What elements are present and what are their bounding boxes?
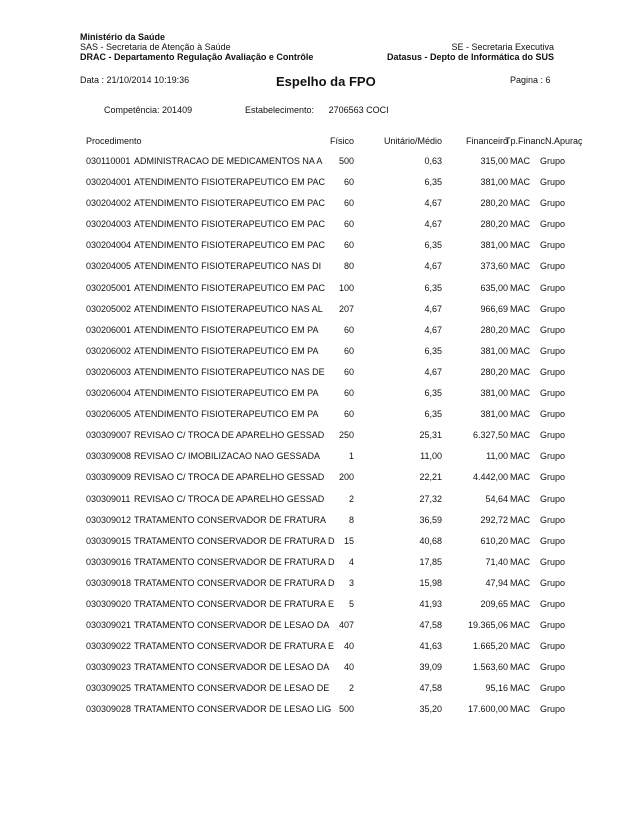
row-n-apurac: Grupo [540, 409, 566, 420]
row-financeiro: 381,00 [480, 409, 508, 420]
row-fisico: 60 [343, 198, 354, 209]
row-financeiro: 381,00 [480, 388, 508, 399]
row-fisico: 500 [338, 704, 354, 715]
row-description: ATENDIMENTO FISIOTERAPEUTICO NAS AL [134, 303, 323, 314]
row-n-apurac: Grupo [540, 240, 566, 251]
row-description: ATENDIMENTO FISIOTERAPEUTICO EM PA [134, 409, 319, 420]
row-n-apurac: Grupo [540, 641, 566, 652]
row-financeiro: 95,16 [485, 683, 508, 694]
row-fisico: 8 [348, 514, 354, 525]
row-code: 030204001 [86, 177, 132, 188]
row-unitario: 6,35 [424, 345, 442, 356]
table-row [0, 325, 638, 346]
row-n-apurac: Grupo [540, 388, 566, 399]
report-date: Data : 21/10/2014 10:19:36 [80, 75, 190, 85]
row-fisico: 407 [338, 620, 354, 631]
row-n-apurac: Grupo [540, 514, 566, 525]
table-row [0, 388, 638, 409]
row-unitario: 6,35 [424, 282, 442, 293]
row-code: 030309023 [86, 662, 132, 673]
row-code: 030309016 [86, 556, 132, 567]
table-row [0, 283, 638, 304]
row-description: TRATAMENTO CONSERVADOR DE LESAO LIG [134, 704, 332, 715]
row-financeiro: 11,00 [486, 451, 508, 462]
row-tp-financ: MAC [510, 535, 530, 546]
row-financeiro: 280,20 [480, 366, 508, 377]
row-code: 030309018 [86, 577, 132, 588]
executive-secretariat: SE - Secretaria Executiva [451, 42, 554, 52]
row-unitario: 4,67 [424, 366, 442, 377]
row-code: 030110001 [86, 156, 131, 166]
row-financeiro: 1.563,60 [472, 662, 508, 673]
row-code: 030309011 [86, 493, 131, 504]
row-fisico: 15 [343, 535, 354, 546]
row-n-apurac: Grupo [540, 324, 566, 335]
row-financeiro: 610,20 [480, 535, 508, 546]
row-tp-financ: MAC [510, 156, 530, 166]
row-code: 030204003 [86, 219, 132, 230]
row-unitario: 22,21 [419, 472, 442, 483]
table-row [0, 198, 638, 219]
table-row [0, 409, 638, 430]
row-unitario: 4,67 [424, 219, 442, 230]
table-row [0, 599, 638, 620]
row-n-apurac: Grupo [540, 282, 566, 293]
row-n-apurac: Grupo [540, 156, 566, 166]
row-tp-financ: MAC [510, 620, 530, 631]
row-unitario: 6,35 [424, 409, 442, 420]
table-row [0, 219, 638, 240]
row-n-apurac: Grupo [540, 366, 566, 377]
competencia-label: Competência: [104, 105, 160, 115]
row-description: TRATAMENTO CONSERVADOR DE FRATURA [134, 514, 327, 525]
table-row [0, 346, 638, 367]
row-description: ATENDIMENTO FISIOTERAPEUTICO EM PA [134, 388, 319, 399]
row-tp-financ: MAC [510, 261, 530, 272]
row-tp-financ: MAC [510, 472, 530, 483]
row-financeiro: 19.365,06 [467, 620, 508, 631]
row-description: ATENDIMENTO FISIOTERAPEUTICO EM PA [134, 324, 319, 335]
estabelecimento-value: 2706563 COCI [328, 105, 389, 115]
row-fisico: 80 [343, 261, 354, 272]
row-tp-financ: MAC [510, 282, 530, 293]
row-fisico: 40 [343, 641, 354, 652]
table-row [0, 430, 638, 451]
row-tp-financ: MAC [510, 641, 530, 652]
page-number: Pagina : 6 [510, 75, 551, 85]
row-fisico: 60 [343, 240, 354, 251]
table-row [0, 620, 638, 641]
table-row [0, 662, 638, 683]
row-code: 030309008 [86, 451, 132, 462]
row-fisico: 1 [348, 451, 354, 462]
row-code: 030309025 [86, 683, 132, 694]
row-unitario: 36,59 [419, 514, 442, 525]
row-code: 030206002 [86, 345, 132, 356]
header-unitario: Unitário/Médio [383, 136, 442, 146]
row-tp-financ: MAC [510, 198, 530, 209]
row-financeiro: 381,00 [480, 345, 508, 356]
row-description: ATENDIMENTO FISIOTERAPEUTICO NAS DI [134, 261, 322, 272]
row-unitario: 4,67 [424, 324, 442, 335]
row-code: 030204002 [86, 198, 132, 209]
row-description: REVISAO C/ TROCA DE APARELHO GESSAD [134, 493, 325, 504]
table-row [0, 156, 638, 177]
secretariat-name: SAS - Secretaria de Atenção à Saúde [80, 42, 231, 52]
row-description: TRATAMENTO CONSERVADOR DE FRATURA E [134, 598, 335, 609]
row-code: 030309021 [86, 620, 132, 631]
row-description: ATENDIMENTO FISIOTERAPEUTICO EM PAC [134, 282, 326, 293]
row-n-apurac: Grupo [540, 577, 566, 588]
row-financeiro: 635,00 [480, 282, 508, 293]
row-unitario: 6,35 [424, 388, 442, 399]
row-code: 030309015 [86, 535, 132, 546]
row-unitario: 27,32 [419, 493, 442, 504]
row-unitario: 6,35 [424, 177, 442, 188]
row-fisico: 60 [343, 345, 354, 356]
row-unitario: 47,58 [419, 620, 442, 631]
row-unitario: 15,98 [419, 577, 442, 588]
table-row [0, 683, 638, 704]
row-unitario: 4,67 [424, 198, 442, 209]
row-description: REVISAO C/ IMOBILIZACAO NAO GESSADA [134, 451, 321, 462]
competencia [104, 105, 192, 115]
row-unitario: 4,67 [424, 303, 442, 314]
row-tp-financ: MAC [510, 388, 530, 399]
row-tp-financ: MAC [510, 409, 530, 420]
table-row [0, 494, 638, 515]
row-financeiro: 17.600,00 [467, 704, 508, 715]
row-unitario: 39,09 [419, 662, 442, 673]
row-tp-financ: MAC [510, 556, 530, 567]
header-right [387, 42, 554, 62]
row-n-apurac: Grupo [540, 451, 566, 462]
table-row [0, 536, 638, 557]
row-financeiro: 381,00 [480, 240, 508, 251]
row-code: 030309020 [86, 598, 132, 609]
row-fisico: 60 [343, 219, 354, 230]
row-tp-financ: MAC [510, 345, 530, 356]
row-fisico: 3 [348, 577, 354, 588]
table-body [0, 156, 638, 726]
header-n-apurac: N.Apuraç [545, 136, 583, 146]
row-unitario: 25,31 [419, 430, 442, 441]
row-tp-financ: MAC [510, 430, 530, 441]
row-financeiro: 373,60 [480, 261, 508, 272]
row-description: TRATAMENTO CONSERVADOR DE LESAO DE [134, 683, 330, 694]
row-tp-financ: MAC [510, 324, 530, 335]
table-row [0, 451, 638, 472]
row-description: ATENDIMENTO FISIOTERAPEUTICO EM PAC [134, 240, 326, 251]
table-row [0, 515, 638, 536]
header-fisico: Físico [329, 136, 354, 146]
row-fisico: 200 [338, 472, 354, 483]
row-unitario: 40,68 [419, 535, 442, 546]
row-financeiro: 209,65 [480, 598, 508, 609]
row-financeiro: 6.327,50 [472, 430, 508, 441]
row-code: 030206004 [86, 388, 132, 399]
table-row [0, 177, 638, 198]
row-financeiro: 280,20 [480, 324, 508, 335]
row-fisico: 5 [348, 598, 354, 609]
row-unitario: 41,93 [419, 598, 442, 609]
row-description: TRATAMENTO CONSERVADOR DE LESAO DA [134, 620, 330, 631]
row-description: ATENDIMENTO FISIOTERAPEUTICO NAS DE [134, 366, 325, 377]
row-tp-financ: MAC [510, 219, 530, 230]
row-financeiro: 54,64 [485, 493, 508, 504]
estabelecimento-label: Estabelecimento: [245, 105, 315, 115]
row-tp-financ: MAC [510, 303, 530, 314]
row-code: 030204005 [86, 261, 132, 272]
row-tp-financ: MAC [510, 366, 530, 377]
row-n-apurac: Grupo [540, 219, 566, 230]
header-tp-financ: Tp.Financ. [505, 136, 548, 146]
row-financeiro: 381,00 [480, 177, 508, 188]
ministry-name: Ministério da Saúde [80, 32, 166, 42]
row-n-apurac: Grupo [540, 598, 566, 609]
row-tp-financ: MAC [510, 240, 530, 251]
table-row [0, 240, 638, 261]
table-header [0, 136, 638, 148]
row-n-apurac: Grupo [540, 345, 566, 356]
department-name: DRAC - Departamento Regulação Avaliação e Contrôle [80, 52, 314, 62]
row-code: 030309012 [86, 514, 132, 525]
row-n-apurac: Grupo [540, 662, 566, 673]
row-code: 030309022 [86, 641, 132, 652]
row-n-apurac: Grupo [540, 556, 566, 567]
row-fisico: 207 [338, 303, 354, 314]
row-tp-financ: MAC [510, 451, 530, 462]
row-unitario: 41,63 [419, 641, 442, 652]
row-financeiro: 966,69 [480, 303, 508, 314]
row-code: 030309028 [86, 704, 132, 715]
row-tp-financ: MAC [510, 493, 530, 504]
row-tp-financ: MAC [510, 598, 530, 609]
row-unitario: 35,20 [419, 704, 442, 715]
header-financeiro: Financeiro [465, 136, 508, 146]
row-n-apurac: Grupo [540, 535, 566, 546]
row-fisico: 500 [338, 156, 354, 166]
row-description: ATENDIMENTO FISIOTERAPEUTICO EM PAC [134, 177, 326, 188]
row-description: TRATAMENTO CONSERVADOR DE FRATURA D [134, 535, 335, 546]
row-n-apurac: Grupo [540, 704, 566, 715]
table-row [0, 704, 638, 725]
competencia-value: 201409 [162, 105, 193, 115]
row-code: 030206003 [86, 366, 132, 377]
row-code: 030204004 [86, 240, 132, 251]
row-n-apurac: Grupo [540, 683, 566, 694]
row-fisico: 4 [348, 556, 354, 567]
row-fisico: 2 [348, 493, 354, 504]
row-tp-financ: MAC [510, 514, 530, 525]
row-unitario: 6,35 [424, 240, 442, 251]
row-financeiro: 280,20 [480, 198, 508, 209]
row-n-apurac: Grupo [540, 303, 566, 314]
row-description: REVISAO C/ TROCA DE APARELHO GESSAD [134, 472, 325, 483]
row-description: TRATAMENTO CONSERVADOR DE FRATURA D [134, 577, 335, 588]
row-financeiro: 1.665,20 [472, 641, 508, 652]
row-fisico: 60 [343, 366, 354, 377]
table-row [0, 261, 638, 282]
row-description: ATENDIMENTO FISIOTERAPEUTICO EM PAC [134, 198, 326, 209]
table-row [0, 578, 638, 599]
row-n-apurac: Grupo [540, 472, 566, 483]
row-financeiro: 280,20 [480, 219, 508, 230]
row-fisico: 60 [343, 388, 354, 399]
row-tp-financ: MAC [510, 683, 530, 694]
row-code: 030205001 [86, 282, 132, 293]
row-tp-financ: MAC [510, 177, 530, 188]
row-description: ADMINISTRACAO DE MEDICAMENTOS NA A [134, 156, 323, 166]
table-row [0, 557, 638, 578]
row-description: TRATAMENTO CONSERVADOR DE FRATURA D [134, 556, 335, 567]
row-fisico: 60 [343, 409, 354, 420]
row-unitario: 0,63 [424, 156, 442, 166]
row-fisico: 2 [348, 683, 354, 694]
row-description: ATENDIMENTO FISIOTERAPEUTICO EM PAC [134, 219, 326, 230]
row-description: ATENDIMENTO FISIOTERAPEUTICO EM PA [134, 345, 319, 356]
table-row [0, 641, 638, 662]
row-fisico: 60 [343, 177, 354, 188]
row-financeiro: 47,94 [485, 577, 508, 588]
table-row [0, 304, 638, 325]
header-left [80, 32, 313, 62]
datasus-dept: Datasus - Depto de Informática do SUS [386, 52, 554, 62]
row-description: TRATAMENTO CONSERVADOR DE LESAO DA [134, 662, 330, 673]
row-description: REVISAO C/ TROCA DE APARELHO GESSAD [134, 430, 325, 441]
header-procedimento: Procedimento [86, 136, 142, 146]
table-row [0, 367, 638, 388]
row-code: 030206001 [86, 324, 132, 335]
report-title: Espelho da FPO [276, 74, 376, 89]
row-code: 030206005 [86, 409, 132, 420]
row-fisico: 60 [343, 324, 354, 335]
row-tp-financ: MAC [510, 577, 530, 588]
row-unitario: 4,67 [424, 261, 442, 272]
row-n-apurac: Grupo [540, 620, 566, 631]
row-code: 030205002 [86, 303, 132, 314]
table-row [0, 472, 638, 493]
row-unitario: 11,00 [420, 451, 442, 462]
row-code: 030309009 [86, 472, 132, 483]
row-unitario: 17,85 [419, 556, 442, 567]
row-n-apurac: Grupo [540, 198, 566, 209]
row-financeiro: 71,40 [485, 556, 508, 567]
row-description: TRATAMENTO CONSERVADOR DE FRATURA E [134, 641, 335, 652]
row-n-apurac: Grupo [540, 493, 566, 504]
row-fisico: 100 [338, 282, 354, 293]
row-n-apurac: Grupo [540, 430, 566, 441]
row-n-apurac: Grupo [540, 177, 566, 188]
row-n-apurac: Grupo [540, 261, 566, 272]
row-tp-financ: MAC [510, 704, 530, 715]
row-unitario: 47,58 [419, 683, 442, 694]
row-fisico: 250 [338, 430, 354, 441]
row-code: 030309007 [86, 430, 132, 441]
row-financeiro: 315,00 [480, 156, 508, 166]
row-fisico: 40 [343, 662, 354, 673]
estabelecimento [245, 105, 389, 115]
row-tp-financ: MAC [510, 662, 530, 673]
row-financeiro: 292,72 [480, 514, 508, 525]
row-financeiro: 4.442,00 [472, 472, 508, 483]
